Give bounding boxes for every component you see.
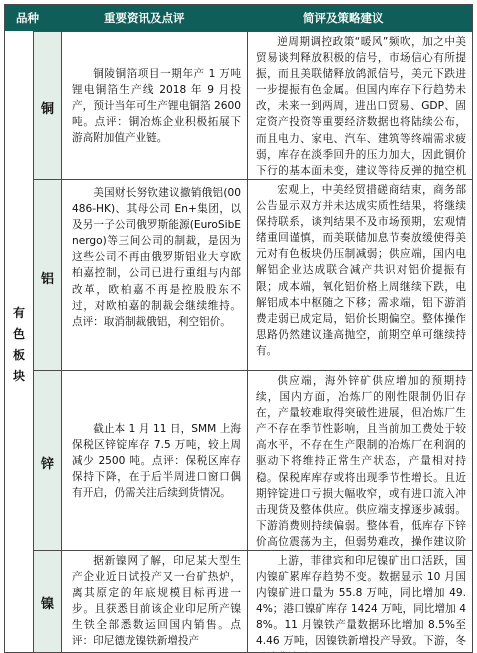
commodity-table (4, 4, 473, 653)
news-cell (62, 32, 248, 180)
metal-cell (34, 371, 62, 551)
news-cell (62, 551, 248, 653)
news-cell (62, 371, 248, 551)
strategy-text: 供应端，海外锌矿供应增加的预期持续，国内方面，冶炼厂的刚性限制仍旧存在，产量较难取得突破性进展，但冶炼厂生产不存在季节性影响，且当前加工费处于较高水平，不存在生产限制的冶炼厂在利润的驱动下将维持正常生产状态，产量相对持稳。保税库库存或将出现季节性增长。且近期锌锭进口亏损大幅收窄，或有进口流入冲击现货及整体供应。供应端支撑逐步减弱。下游消费则持续偏弱。整体看，低库存下锌价高位震荡为主，但弱势难改，操作建议阶 (256, 375, 466, 548)
news-text: 铜陵铜箔项目一期年产 1 万吨锂电铜箔生产线 2018 年 9 月投产，预计当年可生产锂电铜箔 2600 吨。点评：铜冶炼企业积极拓展下游高附加值产业链。 (72, 68, 241, 145)
metal-name: 铜 (40, 102, 54, 117)
table-row (34, 550, 472, 653)
table-header (5, 5, 472, 31)
news-cell (62, 180, 248, 371)
strategy-cell (248, 32, 472, 180)
metal-cell (34, 32, 62, 180)
table-row (34, 179, 472, 371)
metal-cell (34, 551, 62, 653)
header-news: 重要资讯及点评 (104, 11, 185, 25)
news-text: 据新镍网了解，印尼某大型生产企业近日试投产又一台矿热炉，离其原定的年底规模目标再进一步。且获悉目前该企业印尼所产镍生铁全部悉数运回国内销售。点评：印尼德龙镍铁新增投产 (72, 555, 241, 648)
news-text: 截止本 1 月 11 日，SMM 上海保税区锌锭库存 7.5 万吨，较上周减少 2500 吨。点评：保税区库存保持下降，在于后半周进口窗口偶有开启，仍需关注后续到货情况。 (72, 423, 241, 500)
sector-label: 有色板块 (12, 306, 25, 383)
strategy-text: 宏观上，中美经贸措磋商结束，商务部公告显示双方并未达成实质性结果，将继续保持联系，谈判结果不及市场预期，宏观情绪重回谨慎，而美联储加息节奏放缓使得美元对有色板块仍压制减弱；供应端，国内电解铝企业达成联合减产共识对铝价提振有限；成本端，氧化铝价格上周继续下跌，电解铝成本中枢随之下移；需求端，铝下游消费走弱已成定局，铝价长期偏空。整体操作思路仍然建议逢高抛空，前期空单可继续持有。 (256, 184, 466, 357)
sector-cell (5, 31, 34, 652)
header-strategy: 简评及策略建议 (303, 11, 384, 25)
news-text: 美国财长努钦建议撤销俄铝(00486-HK)、其母公司 En+集团，以及另一子公司俄罗斯能源(EuroSibEnergo)等三间公司的制裁，是因为这些公司不再由俄罗斯铝业大亨欧柏嘉控制，公司已进行重组与内部改革，欧柏嘉不再是控股股东不过，对欧柏嘉的制裁会继续维持。点评：取消制裁俄铝，利空铝价。 (72, 187, 241, 328)
table-row (34, 370, 472, 551)
strategy-text: 上游，菲律宾和印尼镍矿出口活跃，国内镍矿累库存趋势不变。数据显示 10 月国内镍矿进口量为 55.8 万吨，同比增加 49.4%；港口镍矿库存 1424 万吨，同比增加 48%。11 月镍铁产量数据环比增加 8.5%至 4.46 万吨，因镍铁新增投产导致。下游，冬 (256, 555, 466, 648)
metal-cell (34, 180, 62, 371)
strategy-cell (248, 371, 472, 551)
header-sector: 品种 (16, 11, 39, 25)
strategy-text: 逆周期调控政策“暖风”频吹，加之中美贸易谈判释放积极的信号，市场信心有所提振，而且美联储释放鸽派信号，美元下跌进一步提振有色金属。但国内库存下行趋势未改，未来一到两周，进出口贸易、GDP、固定资产投资等重要经济数据也将陆续公布，而且电力、家电、汽车、建筑等终端需求疲弱，库存在淡季回升的压力加大，因此铜价下行的基本面未变，建议等待反弹的抛空机 (256, 36, 466, 177)
strategy-cell (248, 551, 472, 653)
strategy-cell (248, 180, 472, 371)
metal-name: 镍 (40, 597, 54, 612)
table-row (34, 31, 472, 180)
metal-name: 锌 (40, 457, 54, 472)
metal-name: 铝 (40, 272, 54, 287)
